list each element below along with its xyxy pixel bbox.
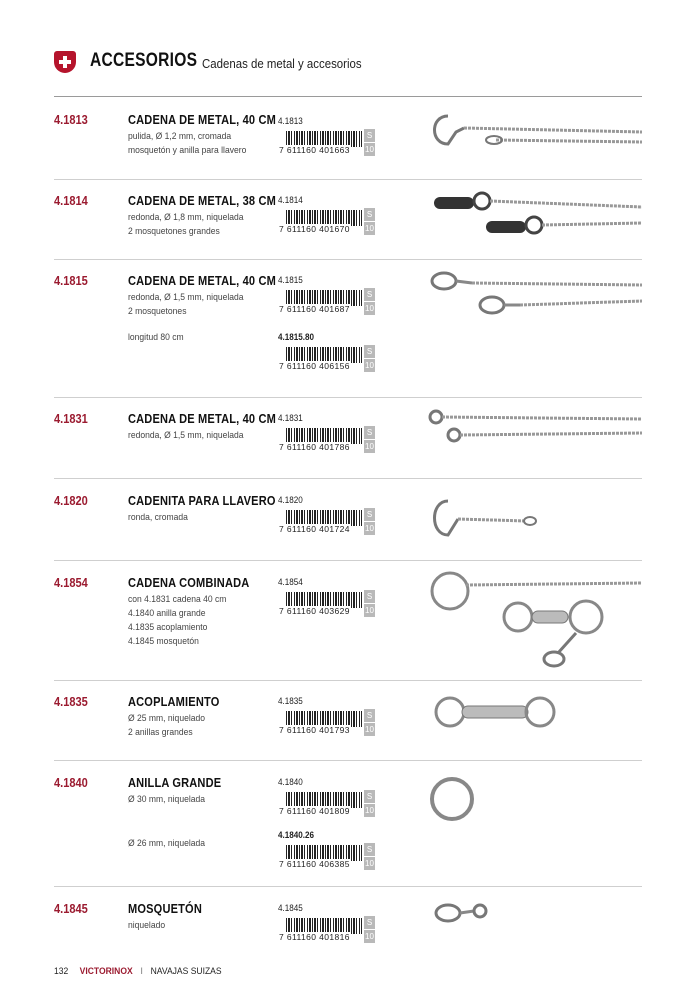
- product-description: Ø 25 mm, niquelado 2 anillas grandes: [128, 713, 205, 738]
- product-row: [54, 112, 642, 180]
- product-code: 4.1820: [54, 493, 88, 508]
- product-row: [54, 193, 642, 260]
- barcode-article: 4.1814: [278, 195, 303, 205]
- row-divider: [54, 680, 642, 681]
- footer-section: NAVAJAS SUIZAS: [150, 966, 222, 977]
- barcode-number: 7 611160 406156: [279, 361, 350, 371]
- snap-hook-image: [426, 899, 642, 929]
- product-description: pulida, Ø 1,2 mm, cromada mosquetón y anilla para llavero: [128, 131, 247, 156]
- barcode-article: 4.1854: [278, 577, 303, 587]
- header-divider: [54, 96, 642, 97]
- row-divider: [54, 478, 642, 479]
- barcode-block: [278, 195, 378, 245]
- product-code: 4.1854: [54, 575, 88, 590]
- pack-quantity-badge: S 10: [365, 845, 374, 868]
- product-code: 4.1840: [54, 775, 88, 790]
- barcode-number: 7 611160 403629: [279, 606, 350, 616]
- barcode-block: [278, 696, 378, 746]
- product-code: 4.1815: [54, 273, 88, 288]
- pack-quantity-badge: S 10: [365, 918, 374, 941]
- barcode-article: 4.1813: [278, 116, 303, 126]
- product-description: niquelado: [128, 920, 166, 931]
- product-code: 4.1831: [54, 411, 88, 426]
- pack-quantity-badge: S 10: [365, 290, 374, 313]
- product-row: [54, 493, 642, 561]
- combined-chain-image: [426, 569, 642, 673]
- pack-quantity-badge: S 10: [365, 428, 374, 451]
- barcode-number: 7 611160 406385: [279, 859, 350, 869]
- row-divider: [54, 259, 642, 260]
- barcode-block: [278, 495, 378, 545]
- product-name: MOSQUETÓN: [128, 901, 202, 916]
- product-description: con 4.1831 cadena 40 cm 4.1840 anilla grande 4.1835 acoplamiento 4.1845 mosquetón: [128, 594, 227, 647]
- pack-quantity-badge: S 10: [365, 210, 374, 233]
- barcode-block: [278, 275, 378, 325]
- barcode-article: 4.1815: [278, 275, 303, 285]
- product-code: 4.1845: [54, 901, 88, 916]
- coupling-rings-image: [426, 690, 642, 738]
- barcode-block: [278, 830, 378, 880]
- barcode-article: 4.1840.26: [278, 830, 315, 840]
- pack-quantity-badge: S 10: [365, 510, 374, 533]
- swiss-cross-logo-icon: [54, 51, 76, 73]
- pack-quantity-badge: S 10: [365, 592, 374, 615]
- product-name: ACOPLAMIENTO: [128, 694, 220, 709]
- barcode-number: 7 611160 401816: [279, 932, 350, 942]
- product-description: redonda, Ø 1,8 mm, niquelada 2 mosquetones grandes: [128, 212, 244, 237]
- page-footer: [54, 966, 222, 977]
- barcode-number: 7 611160 401687: [279, 304, 350, 314]
- product-code: 4.1835: [54, 694, 88, 709]
- metal-chain-rings-image: [426, 403, 642, 451]
- barcode-block: [278, 413, 378, 463]
- footer-separator: I: [140, 966, 143, 977]
- pack-quantity-badge: S 10: [365, 792, 374, 815]
- barcode-article: 4.1845: [278, 903, 303, 913]
- variant-note: Ø 26 mm, niquelada: [128, 838, 205, 849]
- product-name: ANILLA GRANDE: [128, 775, 222, 790]
- product-name: CADENA DE METAL, 40 CM: [128, 273, 277, 288]
- row-divider: [54, 179, 642, 180]
- product-description: redonda, Ø 1,5 mm, niquelada 2 mosquetones: [128, 292, 244, 317]
- variant-note: longitud 80 cm: [128, 332, 184, 343]
- barcode-number: 7 611160 401809: [279, 806, 350, 816]
- barcode-article: 4.1835: [278, 696, 303, 706]
- product-row: [54, 575, 642, 681]
- product-code: 4.1814: [54, 193, 88, 208]
- split-ring-image: [426, 775, 642, 825]
- product-name: CADENA DE METAL, 40 CM: [128, 411, 277, 426]
- section-title: ACCESORIOS: [90, 50, 198, 71]
- keyring-chain-image: [426, 495, 642, 543]
- section-subtitle: Cadenas de metal y accesorios: [202, 56, 362, 71]
- product-description: ronda, cromada: [128, 512, 188, 523]
- barcode-number: 7 611160 401793: [279, 725, 350, 735]
- product-row: [54, 694, 642, 761]
- barcode-number: 7 611160 401663: [279, 145, 350, 155]
- barcode-number: 7 611160 401786: [279, 442, 350, 452]
- pack-quantity-badge: S 10: [365, 711, 374, 734]
- product-code: 4.1813: [54, 112, 88, 127]
- row-divider: [54, 760, 642, 761]
- barcode-number: 7 611160 401670: [279, 224, 350, 234]
- barcode-article: 4.1820: [278, 495, 303, 505]
- barcode-article: 4.1840: [278, 777, 303, 787]
- page-number: 132: [54, 966, 69, 977]
- barcode-article: 4.1831: [278, 413, 303, 423]
- barcode-block: [278, 903, 378, 953]
- metal-chain-lobster-clasps-image: [426, 267, 642, 327]
- product-row: [54, 411, 642, 479]
- product-name: CADENA DE METAL, 40 CM: [128, 112, 277, 127]
- row-divider: [54, 397, 642, 398]
- barcode-block: [278, 116, 378, 166]
- product-row: [54, 901, 642, 949]
- product-row: [54, 273, 642, 398]
- barcode-block: [278, 332, 378, 382]
- product-description: Ø 30 mm, niquelada: [128, 794, 205, 805]
- product-row: [54, 775, 642, 887]
- row-divider: [54, 886, 642, 887]
- barcode-block: [278, 777, 378, 827]
- product-description: redonda, Ø 1,5 mm, niquelada: [128, 430, 244, 441]
- pack-quantity-badge: S 10: [365, 347, 374, 370]
- barcode-article: 4.1815.80: [278, 332, 315, 342]
- row-divider: [54, 560, 642, 561]
- barcode-number: 7 611160 401724: [279, 524, 350, 534]
- barcode-block: [278, 577, 378, 627]
- metal-chain-snap-hooks-image: [426, 187, 642, 245]
- metal-chain-keyring-image: [426, 110, 642, 158]
- product-name: CADENA COMBINADA: [128, 575, 250, 590]
- pack-quantity-badge: S 10: [365, 131, 374, 154]
- product-name: CADENA DE METAL, 38 CM: [128, 193, 277, 208]
- product-name: CADENITA PARA LLAVERO: [128, 493, 276, 508]
- brand-name: VICTORINOX: [79, 966, 133, 977]
